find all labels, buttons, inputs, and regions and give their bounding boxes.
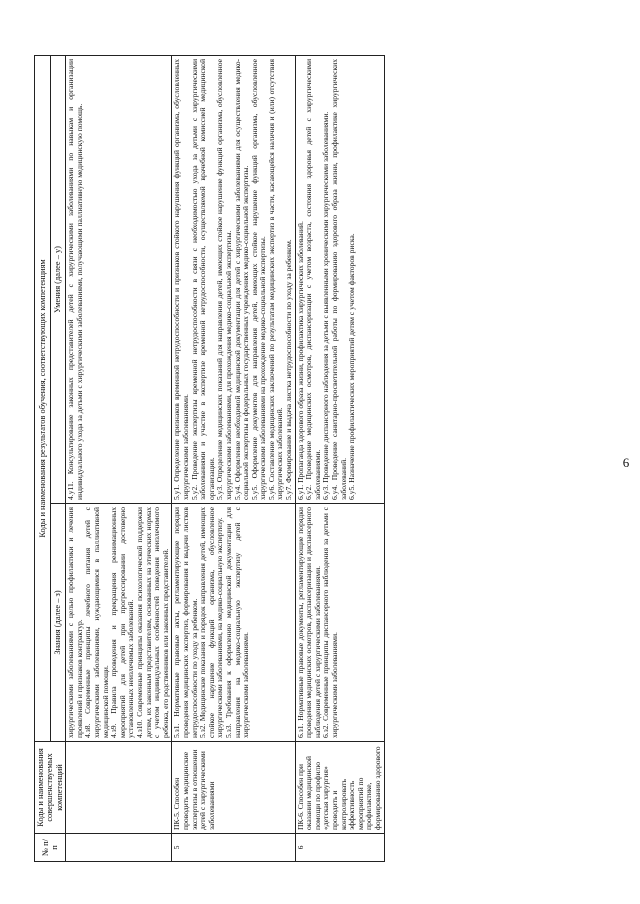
header-group: Коды и наименования результатов обучения, соответствующих компетенциям	[35, 55, 51, 741]
skill-item: 5.у7. Формирование и выдача листка нетрудоспособности по уходу за ребенком.	[284, 239, 294, 500]
skill-item: 6.у2. Проведение медицинских осмотров, диспансеризации с учетом возраста, состояния здоровья детей с хирургическими заболеваниями.	[304, 58, 322, 500]
knowledge-cell	[66, 504, 172, 742]
table-body	[66, 55, 384, 861]
skills-cell	[66, 55, 172, 503]
knowledge-item: 4.з9. Правила проведения и прекращения реанимационных мероприятий для детей при прогрессировании достоверно установленных неизлечимых заболеваний.	[109, 507, 136, 738]
knowledge-item: 6.з2. Современные принципы диспансерного наблюдения за детьми с хирургическими заболеваниями.	[321, 507, 340, 738]
skill-item: 6.у5. Назначение профилактических мероприятий детям с учетом факторов риска.	[347, 233, 357, 500]
row-number: 5	[172, 834, 295, 862]
knowledge-item: 5.з3. Требования к оформлению медицинской документации для направления на медико-социальную экспертизу детей с хирургическими заболеваниями.	[223, 507, 251, 738]
skill-item: 6.у1. Пропаганда здорового образа жизни, профилактика хирургических заболеваний.	[295, 221, 305, 500]
knowledge-cell	[172, 504, 295, 742]
knowledge-item: хирургическими заболеваниями с целью профилактики и лечения проявлений и признаков контрактур.	[66, 507, 84, 738]
page-number: 6	[622, 454, 630, 470]
knowledge-item: 4.з10. Современные принципы оказания психологической поддержки детям, их законным представителям, основанных на этических нормах с учетом индивидуальных особенностей поведения неизлечимого ребенка, его родственников или законных представителей.	[134, 507, 170, 738]
header-skills: Умения (далее – у)	[50, 55, 66, 503]
skill-item: 5.у3. Определение медицинских показаний для направления детей, имеющих стойкое нарушение функций организма, обусловленное хирургическими заболеваниями, для прохождения медико-социальной экспертизы.	[215, 58, 233, 500]
row-number: 6	[295, 834, 384, 862]
skills-cell	[295, 55, 384, 503]
knowledge-cell	[295, 504, 384, 742]
skill-item: 5.у5. Оформление документов для направления детей, имеющих стойкое нарушение функций организма, обусловленное хирургическими заболеваниями на прохождение медико-социальной экспертизы.	[249, 58, 268, 500]
header-num: № п/п	[35, 834, 66, 862]
skill-item: 6.у4. Проведение санитарно-просветительной работы по формированию здорового образа жизни, профилактике хирургических заболеваний.	[330, 58, 348, 500]
competency-table	[34, 55, 385, 862]
skill-item: 5.у4. Оформление необходимой медицинской документации для детей с хирургическими заболеваниями для осуществления медико-социальной экспертизы в федеральных государственных учреждениях медико-социальной экспертизы.	[232, 58, 251, 500]
skill-item: 6.у3. Проведение диспансерного наблюдения за детьми с выявленными хроническими хирургическими заболеваниями.	[321, 111, 331, 500]
skills-cell	[172, 55, 295, 503]
table-row	[295, 55, 384, 861]
knowledge-item: 5.з1. Нормативные правовые акты, регламентирующие порядки проведения медицинских экспертиз, формирования и выдачи листков нетрудоспособности по уходу за ребенком.	[172, 507, 199, 738]
row-number	[66, 834, 172, 862]
competency-code: ПК-5. Способен проводить медицинские экспертизы в отношении детей с хирургическими заболеваниями	[172, 742, 295, 834]
skill-item: 5.у6. Составление медицинских заключений по результатам медицинских экспертиз в части, касающейся наличия и (или) отсутствия хирургических заболеваний.	[266, 58, 285, 500]
competency-code	[66, 742, 172, 834]
table-row	[172, 55, 295, 861]
knowledge-item: 6.з1. Нормативные правовые документы, регламентирующие порядки проведения медицинских осмотров, диспансеризации и диспансерного наблюдения детей с хирургическими заболеваниями.	[295, 507, 322, 738]
table-row	[66, 55, 172, 861]
header-knowledge: Знания (далее – з)	[50, 504, 66, 742]
header-subrow	[50, 55, 66, 861]
knowledge-item: 4.з8. Современные принципы лечебного питания детей с хирургическими заболеваниями, нуждающимися в паллиативной медицинской помощи.	[83, 507, 110, 738]
knowledge-item: 5.з2. Медицинские показания и порядок направления детей, имеющих стойкое нарушение функций организма, обусловленное хирургическими заболеваниями, на медико-социальную экспертизу.	[198, 507, 225, 738]
header-code: Коды и наименования совершенствуемых компетенций	[35, 742, 66, 834]
competency-code: ПК-6. Способен при оказании медицинской помощи по профилю «детская хирургия» проводить и контролировать эффективность мероприятий по профилактике, формированию здорового	[295, 742, 384, 834]
skill-item: 4.у11. Консультирование законных представителей детей с хирургическими заболеваниями по навыкам и организации индивидуального ухода за детьми с хирургическими заболеваниями, получающими паллиативную медицинскую помощь.	[66, 58, 84, 500]
header-row	[35, 55, 51, 861]
skill-item: 5.у1. Определение признаков временной нетрудоспособности и признаков стойкого нарушения функций организма, обусловленных хирургическими заболеваниями.	[172, 58, 190, 500]
skill-item: 5.у2. Проведение экспертизы временной нетрудоспособности в связи с необходимостью ухода за детьми с хирургическими заболеваниями и участие в экспертизе временной нетрудоспособности, осуществляемой врачебной комиссией медицинской организации.	[189, 58, 216, 500]
